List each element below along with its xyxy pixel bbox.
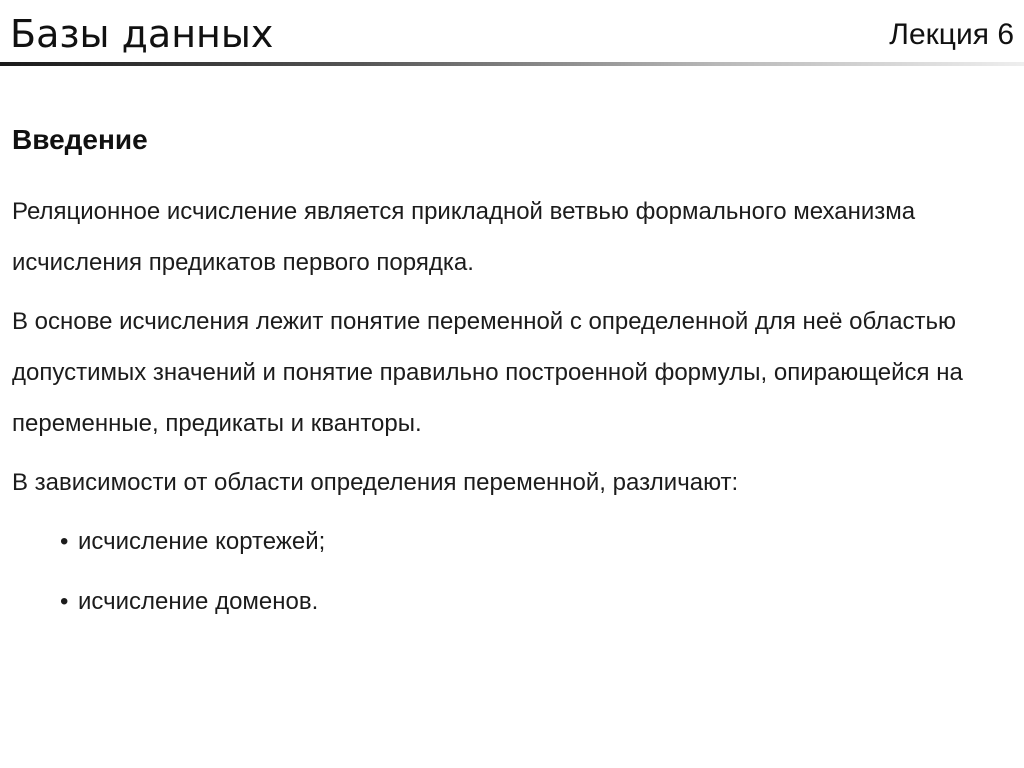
section-title: Введение [12, 124, 148, 155]
bullet-text: исчисление кортежей; [78, 528, 326, 555]
bullet-marker: • [60, 588, 69, 615]
paragraph-basis: В основе исчисления лежит понятие переменной с определенной для неё областью допустимых значений и понятие правильно построенной формулы, опирающейся на переменные, предикаты и кванторы. [12, 308, 963, 437]
course-title: Базы данных [10, 12, 274, 56]
bullet-text: исчисление доменов. [78, 588, 319, 615]
slide-header [0, 0, 1024, 66]
slide-body [12, 186, 1012, 636]
bullet-list [12, 516, 1012, 627]
list-item [60, 576, 1012, 627]
lecture-label: Лекция 6 [889, 18, 1014, 51]
header-divider [0, 62, 1024, 66]
list-item [60, 516, 1012, 567]
paragraph-intro: Реляционное исчисление является прикладной ветвью формального механизма исчисления предикатов первого порядка. [12, 198, 916, 276]
bullet-marker: • [60, 528, 69, 555]
paragraph-distinction: В зависимости от области определения переменной, различают: [12, 469, 739, 496]
